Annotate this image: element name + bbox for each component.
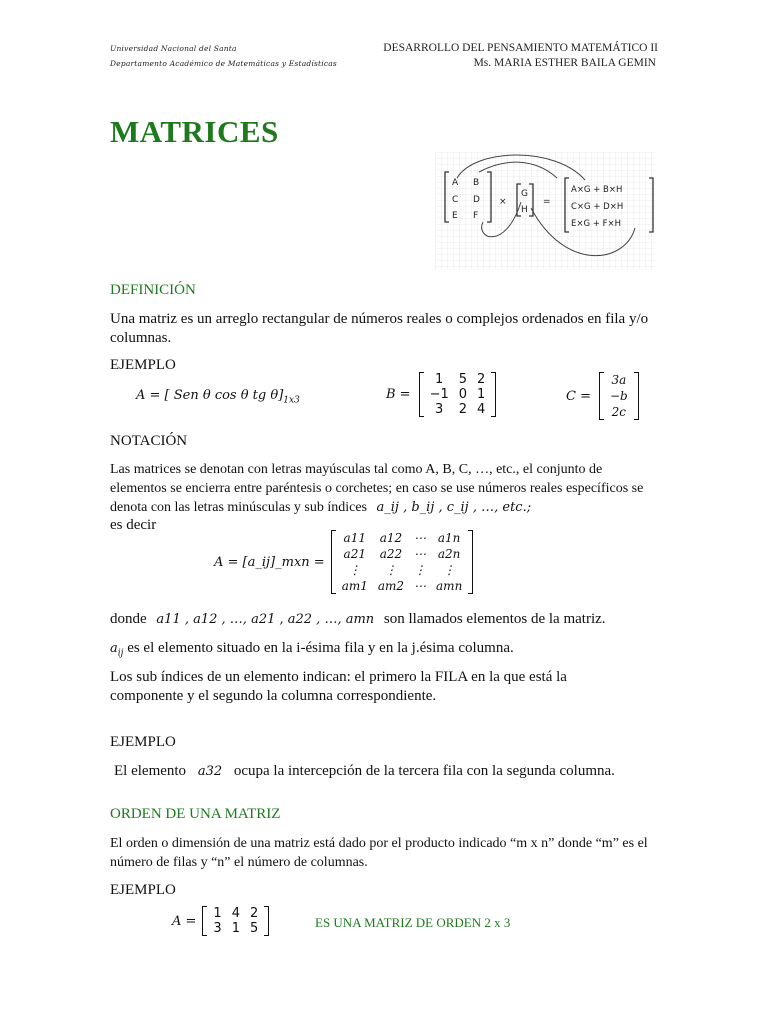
fig-times: ×: [499, 197, 507, 207]
general-matrix-brackets: [331, 530, 474, 594]
b-12: 5: [458, 372, 468, 387]
g-22: a22: [379, 547, 403, 561]
g-23: ⋯: [414, 547, 427, 561]
g-14: a1n: [437, 531, 461, 545]
matrix-b-label: B =: [386, 387, 411, 402]
subindices-text: Los sub índices de un elemento indican: el primero la FILA en la que está la componente y el segundo la columna correspondiente.: [110, 669, 567, 704]
ejemplo-label-3: EJEMPLO: [110, 882, 176, 898]
matrix-b-brackets: [419, 372, 497, 417]
orden-heading: ORDEN DE UNA MATRIZ: [110, 806, 281, 822]
g-42: am2: [377, 579, 405, 593]
course-name: DESARROLLO DEL PENSAMIENTO MATEMÁTICO II: [383, 42, 658, 54]
matrix-multiplication-figure: [435, 152, 655, 270]
o-22: 1: [231, 921, 240, 936]
aij-line: [110, 639, 514, 664]
department-name: Departamento Académico de Matemáticas y Estadísticas: [110, 59, 337, 68]
o-21: 3: [213, 921, 222, 936]
order-matrix-label: A =: [172, 913, 197, 929]
matrix-c-label: C =: [566, 388, 591, 404]
orden-text: El orden o dimensión de una matriz está dado por el producto indicado “m x n” donde “m” es el número de filas y “n” el número de columnas.: [110, 836, 648, 870]
order-note: ES UNA MATRIZ DE ORDEN 2 x 3: [315, 915, 511, 930]
matrix-multiplication-figure-svg: [435, 152, 655, 270]
fig-result-1: A×G + B×H: [571, 185, 623, 195]
donde-elements: a11 , a12 , …, a21 , a22 , …, amn: [156, 612, 375, 627]
o-13: 2: [249, 906, 259, 921]
matrix-c: [566, 372, 639, 420]
g-24: a2n: [437, 547, 461, 561]
b-13: 2: [477, 372, 486, 387]
g-43: ⋯: [414, 579, 427, 593]
fig-c: C: [452, 195, 459, 205]
b-23: 1: [477, 387, 486, 402]
matrix-c-brackets: [599, 372, 639, 420]
o-23: 5: [249, 921, 259, 936]
es-decir: es decir: [110, 517, 157, 533]
g-31: ⋮: [348, 563, 361, 577]
c-3: 2c: [611, 405, 627, 419]
b-21: −1: [429, 387, 449, 402]
matrix-order-example: [172, 906, 269, 936]
ejemplo-label-2: EJEMPLO: [110, 734, 176, 750]
g-41: am1: [341, 579, 368, 593]
teacher-name: Ms. MARIA ESTHER BAILA GEMIN: [473, 57, 656, 69]
notacion-text: [110, 460, 658, 517]
ejemplo2-post: ocupa la intercepción de la tercera fila con la segunda columna.: [233, 763, 615, 779]
page-title: MATRICES: [110, 114, 279, 149]
ejemplo2-line: [114, 762, 615, 781]
matrix-a-expression: A = [ Sen θ cos θ tg θ]: [136, 388, 284, 403]
b-22: 0: [458, 387, 468, 402]
o-12: 4: [231, 906, 240, 921]
fig-result-2: C×G + D×H: [571, 202, 624, 212]
donde-line: [110, 610, 670, 629]
fig-g: G: [521, 189, 528, 199]
c-2: −b: [609, 389, 628, 403]
aij-text: es el elemento situado en la i-ésima fila y en la j.ésima columna.: [127, 640, 514, 656]
ejemplo2-elem: a32: [197, 764, 223, 779]
fig-b: B: [473, 178, 480, 188]
donde-prefix: donde: [110, 611, 147, 627]
order-matrix-brackets: [202, 906, 269, 936]
g-34: ⋮: [443, 563, 456, 577]
g-33: ⋮: [414, 563, 427, 577]
g-13: ⋯: [414, 531, 427, 545]
g-11: a11: [343, 531, 366, 545]
fig-h: H: [521, 205, 528, 215]
fig-d: D: [473, 195, 480, 205]
b-11: 1: [435, 372, 444, 387]
fig-result-3: E×G + F×H: [571, 219, 622, 229]
matrix-a-order: 1x3: [283, 395, 300, 406]
definicion-text: Una matriz es un arreglo rectangular de números reales o complejos ordenados en fila y/o columnas.: [110, 311, 649, 346]
general-matrix: [214, 530, 473, 594]
fig-f: F: [473, 211, 479, 221]
university-name: Universidad Nacional del Santa: [110, 44, 237, 53]
g-21: a21: [343, 547, 366, 561]
fig-a: A: [452, 178, 459, 188]
notacion-text-main: Las matrices se denotan con letras mayúsculas tal como A, B, C, …, etc., el conjunto de elementos se encierra entre paréntesis o corchetes; en caso se use números reales específicos se denota con las letras minúsculas y sub índices: [110, 462, 644, 515]
aij-symbol: $a_{ij}$: [110, 641, 124, 659]
general-matrix-label: A = [a_ij]_mxn =: [214, 554, 325, 570]
definicion-heading: DEFINICIÓN: [110, 282, 196, 298]
b-31: 3: [435, 402, 444, 417]
fig-equals: =: [543, 197, 551, 207]
b-33: 4: [477, 402, 486, 417]
b-32: 2: [458, 402, 468, 417]
notacion-heading: NOTACIÓN: [110, 433, 188, 449]
matrix-a-row: [136, 388, 300, 406]
c-1: 3a: [611, 373, 627, 387]
notacion-indices: a_ij , b_ij , c_ij , …, etc.;: [376, 500, 532, 515]
o-11: 1: [213, 906, 222, 921]
ejemplo2-pre: El elemento: [114, 763, 187, 779]
g-12: a12: [379, 531, 403, 545]
g-32: ⋮: [384, 563, 397, 577]
g-44: amn: [436, 579, 463, 593]
donde-suffix: son llamados elementos de la matriz.: [383, 611, 606, 627]
fig-e: E: [452, 211, 458, 221]
ejemplo-label-1: EJEMPLO: [110, 357, 176, 373]
matrix-b: [386, 372, 496, 417]
